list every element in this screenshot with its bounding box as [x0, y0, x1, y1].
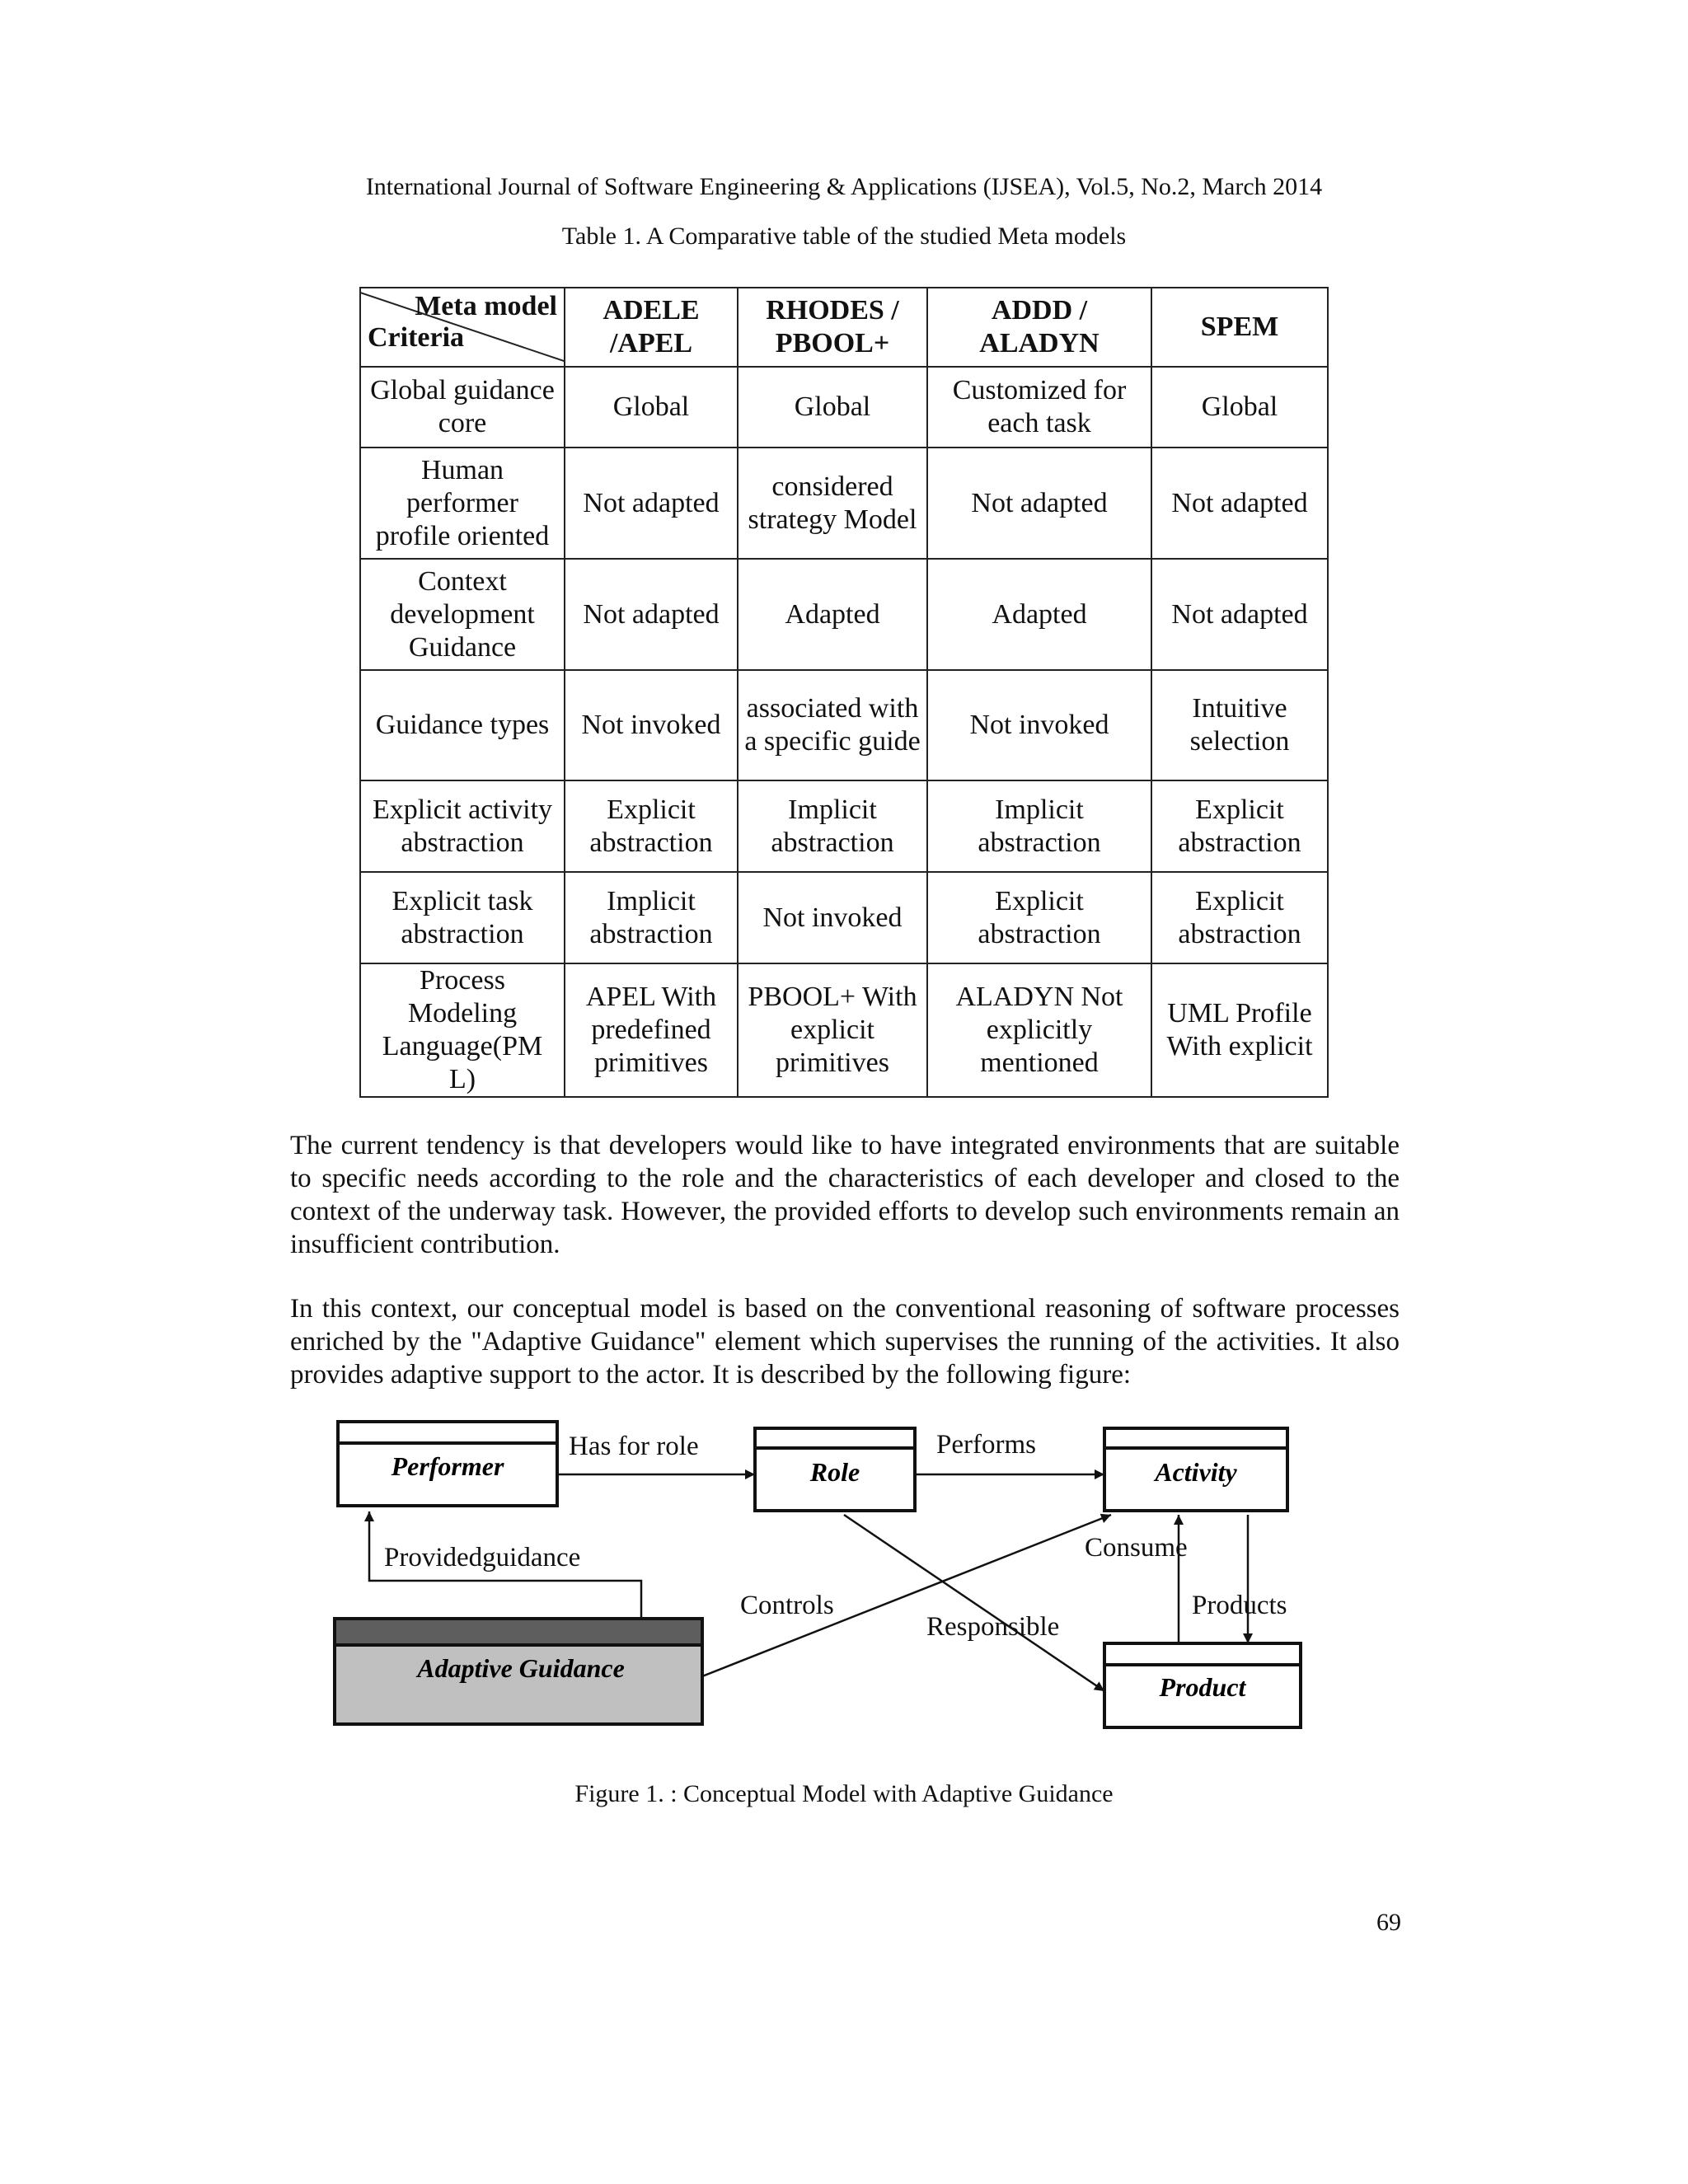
table-cell: Not invoked — [738, 872, 927, 963]
table-cell: Global — [738, 367, 927, 448]
criterion-cell: Global guidance core — [360, 367, 565, 448]
corner-meta-model-label: Meta model — [415, 291, 557, 321]
criterion-cell: Human performer profile oriented — [360, 448, 565, 559]
table-cell: UML Profile With explicit — [1151, 963, 1328, 1097]
corner-criteria-label: Criteria — [368, 322, 465, 353]
table-cell: PBOOL+ With explicit primitives — [738, 963, 927, 1097]
page-number: 69 — [1376, 1909, 1401, 1936]
criterion-cell: Process Modeling Language(PM L) — [360, 963, 565, 1097]
table-row — [360, 963, 1328, 1097]
table-row — [360, 448, 1328, 559]
product-label: Product — [1159, 1672, 1246, 1702]
table-cell: Global — [565, 367, 738, 448]
table-row — [360, 559, 1328, 670]
table-row — [360, 670, 1328, 780]
edge-responsible — [844, 1515, 1104, 1691]
figure-caption: Figure 1. : Conceptual Model with Adaptive Guidance — [574, 1780, 1114, 1807]
table-row — [360, 872, 1328, 963]
performer-label: Performer — [391, 1451, 504, 1481]
column-header: RHODES / PBOOL+ — [738, 288, 927, 367]
table-cell: Adapted — [927, 559, 1151, 670]
provided-guidance-label: Providedguidance — [384, 1543, 581, 1572]
adaptive-guidance-label: Adaptive Guidance — [417, 1653, 625, 1683]
table-row — [360, 780, 1328, 872]
column-header: SPEM — [1151, 288, 1328, 367]
table-cell: Intuitive selection — [1151, 670, 1328, 780]
criterion-cell: Context development Guidance — [360, 559, 565, 670]
role-label: Role — [809, 1457, 860, 1487]
controls-label: Controls — [740, 1591, 834, 1620]
table-header-row — [360, 288, 1328, 367]
table-cell: Customized for each task — [927, 367, 1151, 448]
products-label: Products — [1192, 1591, 1287, 1620]
column-header: ADDD / ALADYN — [927, 288, 1151, 367]
table-cell: Not adapted — [1151, 559, 1328, 670]
conceptual-model-diagram — [0, 1401, 1688, 1764]
table-caption: Table 1. A Comparative table of the studied Meta models — [561, 223, 1127, 250]
consume-label: Consume — [1085, 1533, 1188, 1563]
table-cell: Adapted — [738, 559, 927, 670]
table-cell: Not adapted — [1151, 448, 1328, 559]
table-cell: Not invoked — [927, 670, 1151, 780]
table-cell: Explicit abstraction — [1151, 780, 1328, 872]
table-cell: considered strategy Model — [738, 448, 927, 559]
table-cell: associated with a specific guide — [738, 670, 927, 780]
corner-cell — [360, 288, 565, 367]
table-cell: Explicit abstraction — [1151, 872, 1328, 963]
journal-header: International Journal of Software Engineering & Applications (IJSEA), Vol.5, No.2, March 2014 — [365, 173, 1323, 200]
column-header: ADELE /APEL — [565, 288, 738, 367]
table-cell: Not invoked — [565, 670, 738, 780]
criterion-cell: Explicit activity abstraction — [360, 780, 565, 872]
table-cell: Explicit abstraction — [927, 872, 1151, 963]
has-for-role-label: Has for role — [569, 1432, 699, 1461]
table-cell: ALADYN Not explicitly mentioned — [927, 963, 1151, 1097]
responsible-label: Responsible — [926, 1612, 1060, 1642]
product-box — [1104, 1643, 1301, 1727]
table-cell: Not adapted — [565, 559, 738, 670]
paragraph: In this context, our conceptual model is based on the conventional reasoning of software processes enriched by the "Adaptive Guidance" element which supervises the running of the activities. It also provides adaptive support to the actor. It is described by the following figure: — [290, 1294, 1400, 1390]
role-box — [755, 1428, 915, 1511]
criterion-cell: Guidance types — [360, 670, 565, 780]
criterion-cell: Explicit task abstraction — [360, 872, 565, 963]
table-cell: Global — [1151, 367, 1328, 448]
table-row — [360, 367, 1328, 448]
table-cell: Not adapted — [927, 448, 1151, 559]
table-cell: APEL With predefined primitives — [565, 963, 738, 1097]
table-cell: Not adapted — [565, 448, 738, 559]
adaptive-guidance-box — [335, 1619, 702, 1724]
paragraph: The current tendency is that developers would like to have integrated environments that are suitable to specific needs according to the role and the characteristics of each developer and closed to the context of the underway task. However, the provided efforts to develop such environments remain an insufficient contribution. — [290, 1131, 1400, 1259]
table-cell: Implicit abstraction — [927, 780, 1151, 872]
table-cell: Implicit abstraction — [565, 872, 738, 963]
performs-label: Performs — [936, 1430, 1036, 1460]
comparative-table — [359, 287, 1329, 1098]
activity-label: Activity — [1155, 1457, 1237, 1487]
table-cell: Explicit abstraction — [565, 780, 738, 872]
table-cell: Implicit abstraction — [738, 780, 927, 872]
performer-box — [338, 1422, 557, 1506]
activity-box — [1104, 1428, 1287, 1511]
